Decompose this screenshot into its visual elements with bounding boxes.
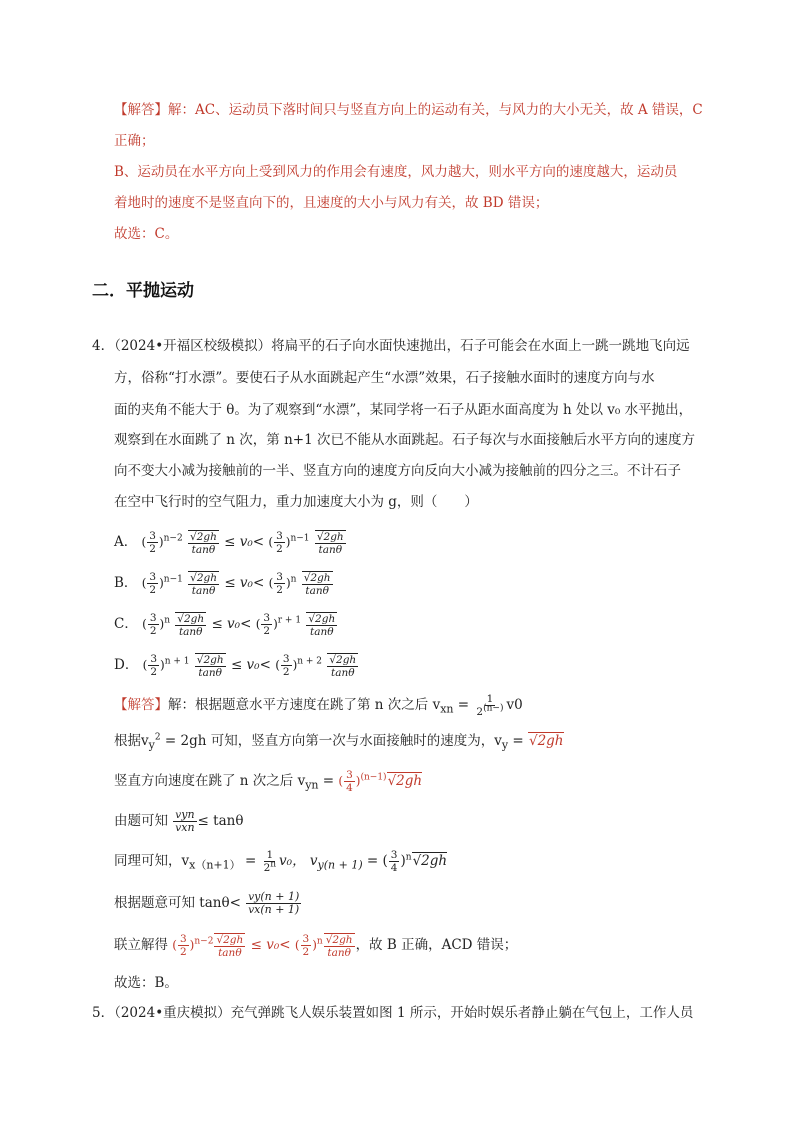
solution-text: 由题可知 <box>114 813 168 829</box>
exponent: n <box>405 852 412 863</box>
option-exp-left: n−1 <box>163 574 183 585</box>
solution-line1 <box>114 690 523 725</box>
frac-den: tanθ <box>310 625 334 638</box>
equals: = <box>240 853 261 869</box>
exponent: n−2 <box>194 936 214 947</box>
solution-line2 <box>114 731 564 756</box>
frac-den: v <box>175 822 182 834</box>
subscript: yn <box>181 808 195 821</box>
frac-den: tanθ <box>218 946 242 959</box>
option-exp-left: n <box>164 615 170 626</box>
option-exp-left: n−2 <box>163 533 183 544</box>
subscript: yn <box>305 778 319 792</box>
exponent: n <box>316 936 323 947</box>
solution-text: 同理可知，v <box>114 853 190 869</box>
subscript: xn <box>440 702 454 716</box>
frac-num: v <box>248 891 255 903</box>
answer-tag: 【解答】 <box>114 102 168 118</box>
q4-line4: 观察到在水面跳了 n 次，第 n+1 次已不能从水面跳起。石子每次与水面接触后水平方向的速度方 <box>114 432 695 448</box>
frac-num: √2gh <box>190 571 218 584</box>
q5-line1: 5．（2024•重庆模拟）充气弹跳飞人娱乐装置如图 1 所示，开始时娱乐者静止躺在气包上，工作人员 <box>92 1005 694 1021</box>
v0: v₀， <box>279 853 306 869</box>
paren: ) <box>400 853 406 869</box>
solution-line3: 竖直方向速度在跳了 n 次之后 $v_{yn}$ = ( $\frac{3}{4}$ )$^{(n-1)}$√2gh <box>114 769 423 794</box>
frac-den: tanθ <box>191 584 216 597</box>
solution-text: 竖直方向速度在跳了 n 次之后 v <box>114 773 306 789</box>
answer-tag: 【解答】 <box>114 697 168 713</box>
answer3-line3: B、运动员在水平方向上受到风力的作用会有速度，风力越大，则水平方向的速度越大，运动员 <box>114 164 678 180</box>
exponent: (n−) <box>483 703 504 714</box>
frac-den: tanθ <box>198 666 222 679</box>
solution-line7: 联立解得 ( $\frac{3}{2}$ )$^{n-2}$ $\frac{√2gh}{\tan\theta}$ ≤ v₀< ( $\frac{3}{2}$ )$^n$ $\frac{√2gh}{\tan\theta}$ ，故 B 正确，ACD 错误； <box>114 933 518 959</box>
solution-text: 根据题意可知 tanθ< <box>114 895 241 911</box>
frac-num: v <box>175 809 182 821</box>
option-c[interactable]: C． ( $\frac{3}{2}$ )$^n$ $\frac{√2gh}{\tan\theta}$ ≤ v₀< ( $\frac{3}{2}$ )$^{r + 1}$ $\frac{√2gh}{\tan\theta}$ <box>114 612 336 638</box>
frac-num: √2gh <box>189 530 217 543</box>
frac-num: 3 <box>346 769 353 781</box>
q4-line2: 方，俗称“打水漂”。要使石子从水面跳起产生“水漂”效果，石子接触水面时的速度方向与水 <box>114 370 655 386</box>
answer3-text: 解：AC、运动员下落时间只与竖直方向上的运动有关，与风力的大小无关，故 A 错误，C <box>168 102 703 118</box>
frac-num: 1 <box>266 849 274 861</box>
sqrt-expr: √2gh <box>528 733 564 749</box>
subscript: xn <box>181 821 195 834</box>
subscript: x(n + 1) <box>254 903 300 916</box>
inequality: ≤ v₀< <box>250 937 291 953</box>
solution-text: ≤ tanθ <box>197 813 244 829</box>
frac-den: 2 <box>476 706 484 718</box>
frac-num: 3 <box>390 849 398 861</box>
option-exp-right: n <box>290 574 297 585</box>
answer3-line1 <box>114 100 703 120</box>
answer3-line4: 着地时的速度不是竖直向下的，且速度的大小与风力有关，故 BD 错误； <box>114 195 549 211</box>
subscript: y <box>501 738 509 752</box>
answer3-line2: 正确； <box>114 133 155 149</box>
equals: = ( <box>362 853 388 869</box>
solution-line6 <box>114 888 302 918</box>
solution-line8: 故选：B。 <box>114 975 178 991</box>
frac-den: tanθ <box>191 543 216 556</box>
frac-den: v <box>248 904 255 916</box>
solution-text: = 2gh 可知，竖直方向第一次与水面接触时的速度为，v <box>160 733 502 749</box>
solution-line4 <box>114 806 243 836</box>
subscript: y(n + 1) <box>317 858 363 872</box>
equals: = <box>453 697 474 713</box>
frac-den: tanθ <box>318 543 343 556</box>
frac-num: √2gh <box>329 653 357 666</box>
frac-num: √2gh <box>177 612 205 625</box>
frac-num: √2gh <box>308 612 336 625</box>
frac-den: tanθ <box>305 584 329 597</box>
frac-num: √2gh <box>303 571 331 584</box>
frac-den: tanθ <box>327 946 351 959</box>
solution-text: ，故 B 正确，ACD 错误； <box>355 937 518 953</box>
answer3-line5: 故选：C。 <box>114 226 179 242</box>
frac-num: 1 <box>486 693 494 705</box>
exponent: 2 <box>154 732 161 743</box>
subscript: y <box>148 738 155 752</box>
frac-den: tanθ <box>330 666 355 679</box>
option-d[interactable]: D． ( $\frac{3}{2}$ )$^{n + 1}$ $\frac{√2gh}{\tan\theta}$ ≤ v₀< ( $\frac{3}{2}$ )$^{n + 2}$ $\frac{√2gh}{\tan\theta}$ <box>114 653 357 679</box>
q4-line3: 面的夹角不能大于 θ。为了观察到“水漂”，某同学将一石子从距水面高度为 h 处以 v₀ 水平抛出， <box>114 402 693 418</box>
equals: = <box>508 733 528 749</box>
inequality: ≤ v₀< <box>211 616 252 632</box>
option-exp-left: n + 1 <box>164 656 190 667</box>
option-label: D． <box>114 657 139 673</box>
solution-text: 联立解得 <box>114 937 168 953</box>
subscript: y(n + 1) <box>254 890 300 903</box>
option-label: B． <box>114 575 138 591</box>
frac-num: √2gh <box>316 530 344 543</box>
frac-num: √2gh <box>196 653 224 666</box>
sqrt-expr: √2gh <box>387 773 423 789</box>
subscript: x（n+1） <box>189 858 241 872</box>
frac-den: 4 <box>390 862 398 874</box>
exponent: (n−1) <box>360 772 387 783</box>
option-a[interactable]: A． ( $\frac{3}{2}$ )$^{n-2}$ $\frac{√2gh}{\tan\theta}$ ≤ v₀< ( $\frac{3}{2}$ )$^{n-1}$ $\frac{√2gh}{\tan\theta}$ <box>114 530 344 556</box>
section-title: 二．平抛运动 <box>92 281 194 301</box>
frac-den: tanθ <box>178 625 203 638</box>
frac-num: √2gh <box>216 933 244 946</box>
inequality: ≤ v₀< <box>230 657 271 673</box>
q4-line6: 在空中飞行时的空气阻力，重力加速度大小为 g，则（ ） <box>114 494 478 510</box>
option-b[interactable]: B． ( $\frac{3}{2}$ )$^{n-1}$ $\frac{√2gh}{\tan\theta}$ ≤ v₀< ( $\frac{3}{2}$ )$^n$ $\frac{√2gh}{\tan\theta}$ <box>114 571 331 597</box>
option-label: A． <box>114 534 138 550</box>
sqrt-expr: √2gh <box>412 853 448 869</box>
frac-den: 2 <box>263 862 271 874</box>
solution-text: 根据v <box>114 733 149 749</box>
q4-line1: 4．（2024•开福区校级模拟）将扁平的石子向水面快速抛出，石子可能会在水面上一跳一跳地飞向远 <box>92 338 690 354</box>
inequality: ≤ v₀< <box>224 534 265 550</box>
option-exp-right: n−1 <box>290 533 310 544</box>
variable: v <box>309 853 318 869</box>
option-label: C． <box>114 616 138 632</box>
solution-line5 <box>114 846 447 881</box>
exponent: n <box>270 859 277 870</box>
q4-line5: 向不变大小减为接触前的一半、竖直方向的速度方向反向大小减为接触前的四分之三。不计石子 <box>114 463 681 479</box>
frac-den: 4 <box>346 782 353 794</box>
v0: v0 <box>506 697 523 713</box>
option-exp-right: r + 1 <box>277 615 302 626</box>
inequality: ≤ v₀< <box>224 575 265 591</box>
equals: = <box>318 773 339 789</box>
frac-num: √2gh <box>325 933 353 946</box>
option-exp-right: n + 2 <box>297 656 323 667</box>
solution-text: 解：根据题意水平方速度在跳了第 n 次之后 v <box>168 697 441 713</box>
